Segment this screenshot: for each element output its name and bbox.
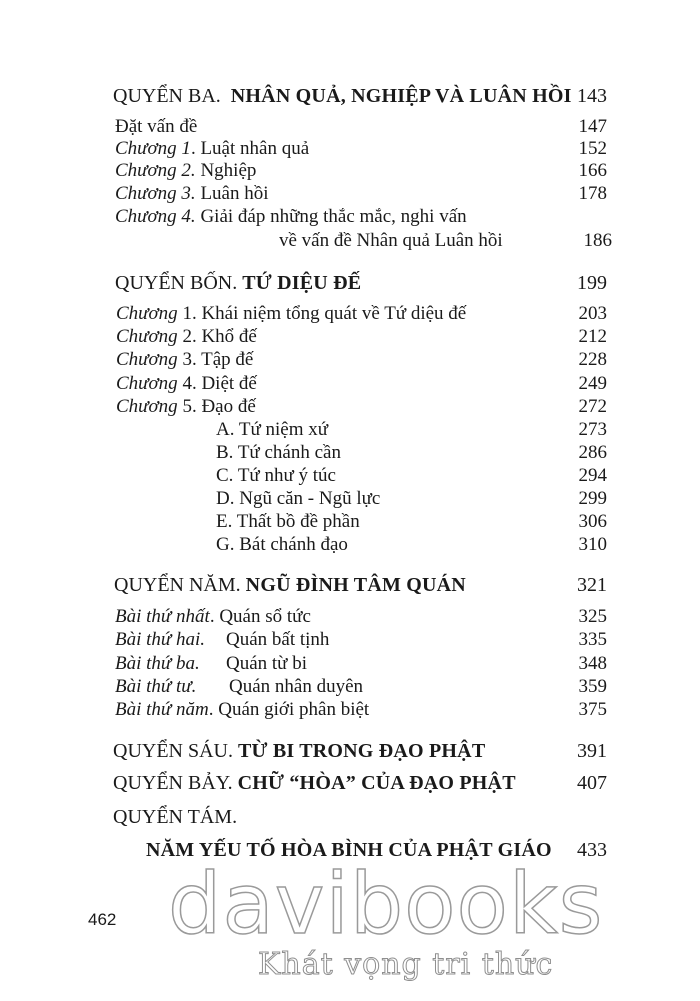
toc-book-6 <box>0 738 700 764</box>
page-number: 462 <box>88 910 117 929</box>
entry-text: 2. Khổ đế <box>177 326 257 347</box>
entry-text: 5. Đạo đế <box>177 396 256 417</box>
book-name: NGŨ ĐÌNH TÂM QUÁN <box>245 574 466 596</box>
book-label: QUYỂN SÁU. <box>113 740 233 762</box>
entry-text: 3. Tập đế <box>177 349 254 370</box>
page-ref: 228 <box>578 349 607 370</box>
page-ref: 186 <box>583 230 612 251</box>
page-ref: 359 <box>578 676 607 697</box>
entry-prefix: Chương <box>116 373 178 394</box>
entry-prefix: Chương <box>116 396 178 417</box>
page-ref: 166 <box>578 160 607 181</box>
toc-subentry <box>0 532 700 558</box>
entry-text: Đặt vấn đề <box>115 116 198 137</box>
entry-text: C. Tứ như ý túc <box>216 465 336 486</box>
page-ref: 299 <box>578 488 607 509</box>
book-label: QUYỂN BỐN. <box>115 272 238 294</box>
book-label: QUYỂN BA. <box>113 85 221 107</box>
toc-entry <box>0 697 700 723</box>
book-title <box>113 770 516 796</box>
toc-book-7 <box>0 770 700 796</box>
page-ref: 147 <box>578 116 607 137</box>
page-ref: 203 <box>578 303 607 324</box>
page-ref: 178 <box>578 183 607 204</box>
entry-prefix: Bài thứ tư. <box>115 676 197 697</box>
entry-prefix: Chương 1 <box>115 138 191 159</box>
book-title <box>113 83 572 109</box>
page-ref: 143 <box>577 85 607 107</box>
book-name: NĂM YẾU TỐ HÒA BÌNH CỦA PHẬT GIÁO <box>146 839 552 861</box>
page-ref: 152 <box>578 138 607 159</box>
toc-entry <box>0 347 700 373</box>
entry-text: 1. Khái niệm tổng quát về Tứ diệu đế <box>177 303 467 324</box>
entry-text: . Luật nhân quả <box>190 138 310 159</box>
page-ref: 375 <box>578 699 607 720</box>
entry-text: A. Tứ niệm xứ <box>216 419 329 440</box>
toc-book-4 <box>0 270 700 296</box>
entry-title <box>115 627 205 653</box>
page-ref: 325 <box>578 606 607 627</box>
entry-text: . Quán sổ tức <box>209 606 311 627</box>
entry-prefix: Bài thứ hai. <box>115 629 206 650</box>
entry-title <box>115 204 467 230</box>
entry-text: G. Bát chánh đạo <box>216 534 348 555</box>
watermark-logo: davibooks <box>168 855 604 953</box>
entry-text: Luân hồi <box>195 183 269 204</box>
book-title <box>113 738 485 764</box>
entry-text: Giải đáp những thắc mắc, nghi vấn <box>195 206 467 227</box>
entry-prefix: Bài thứ ba. <box>115 653 200 674</box>
toc-entry <box>0 627 700 653</box>
page-ref: 199 <box>577 272 607 294</box>
book-name: NHÂN QUẢ, NGHIỆP VÀ LUÂN HỒI <box>230 85 572 107</box>
page-ref: 249 <box>578 373 607 394</box>
entry-text: Quán nhân duyên <box>229 676 364 697</box>
entry-prefix: Chương <box>116 303 178 324</box>
page-ref: 348 <box>578 653 607 674</box>
book-title <box>115 270 361 296</box>
book-name: TỪ BI TRONG ĐẠO PHẬT <box>238 740 486 762</box>
entry-text: Quán bất tịnh <box>226 629 330 650</box>
page-ref: 212 <box>578 326 607 347</box>
page-ref: 391 <box>577 740 607 762</box>
page-ref: 273 <box>578 419 607 440</box>
watermark-tagline: Khát vọng tri thức <box>258 947 554 982</box>
toc-entry-continued <box>0 228 700 254</box>
entry-text: B. Tứ chánh cần <box>216 442 341 463</box>
book-label: QUYỂN NĂM. <box>114 574 241 596</box>
entry-text: Nghiệp <box>195 160 257 181</box>
page-ref: 310 <box>578 534 607 555</box>
page-ref: 407 <box>577 772 607 794</box>
entry-title <box>115 697 369 723</box>
book-label: QUYỂN TÁM. <box>113 806 238 828</box>
entry-prefix: Chương 2. <box>115 160 196 181</box>
page-ref: 294 <box>578 465 607 486</box>
entry-prefix: Chương 3. <box>115 183 196 204</box>
page-ref: 433 <box>577 839 607 861</box>
entry-title <box>116 347 253 373</box>
entry-text: 4. Diệt đế <box>177 373 257 394</box>
entry-text: E. Thất bồ đề phần <box>216 511 360 532</box>
book-name: CHỮ “HÒA” CỦA ĐẠO PHẬT <box>237 772 516 794</box>
entry-text: . Quán giới phân biệt <box>208 699 370 720</box>
toc-book-3 <box>0 83 700 109</box>
toc-book-5 <box>0 572 700 598</box>
book-title <box>114 572 466 598</box>
book-name: TỨ DIỆU ĐẾ <box>242 272 362 294</box>
page-ref: 321 <box>577 574 607 596</box>
entry-text: về vấn đề Nhân quả Luân hồi <box>279 230 503 251</box>
entry-prefix: Chương <box>116 349 178 370</box>
book-label: QUYỂN BẢY. <box>113 772 233 794</box>
page-ref: 306 <box>578 511 607 532</box>
toc-entry <box>0 204 700 230</box>
page-ref: 286 <box>578 442 607 463</box>
entry-prefix: Bài thứ nhất <box>115 606 210 627</box>
entry-text: D. Ngũ căn - Ngũ lực <box>216 488 381 509</box>
entry-text: Quán từ bi <box>226 653 308 674</box>
page-ref: 335 <box>578 629 607 650</box>
entry-prefix: Chương <box>116 326 178 347</box>
toc-book-8 <box>0 804 700 830</box>
entry-prefix: Chương 4. <box>115 206 196 227</box>
page-ref: 272 <box>578 396 607 417</box>
entry-prefix: Bài thứ năm <box>115 699 209 720</box>
